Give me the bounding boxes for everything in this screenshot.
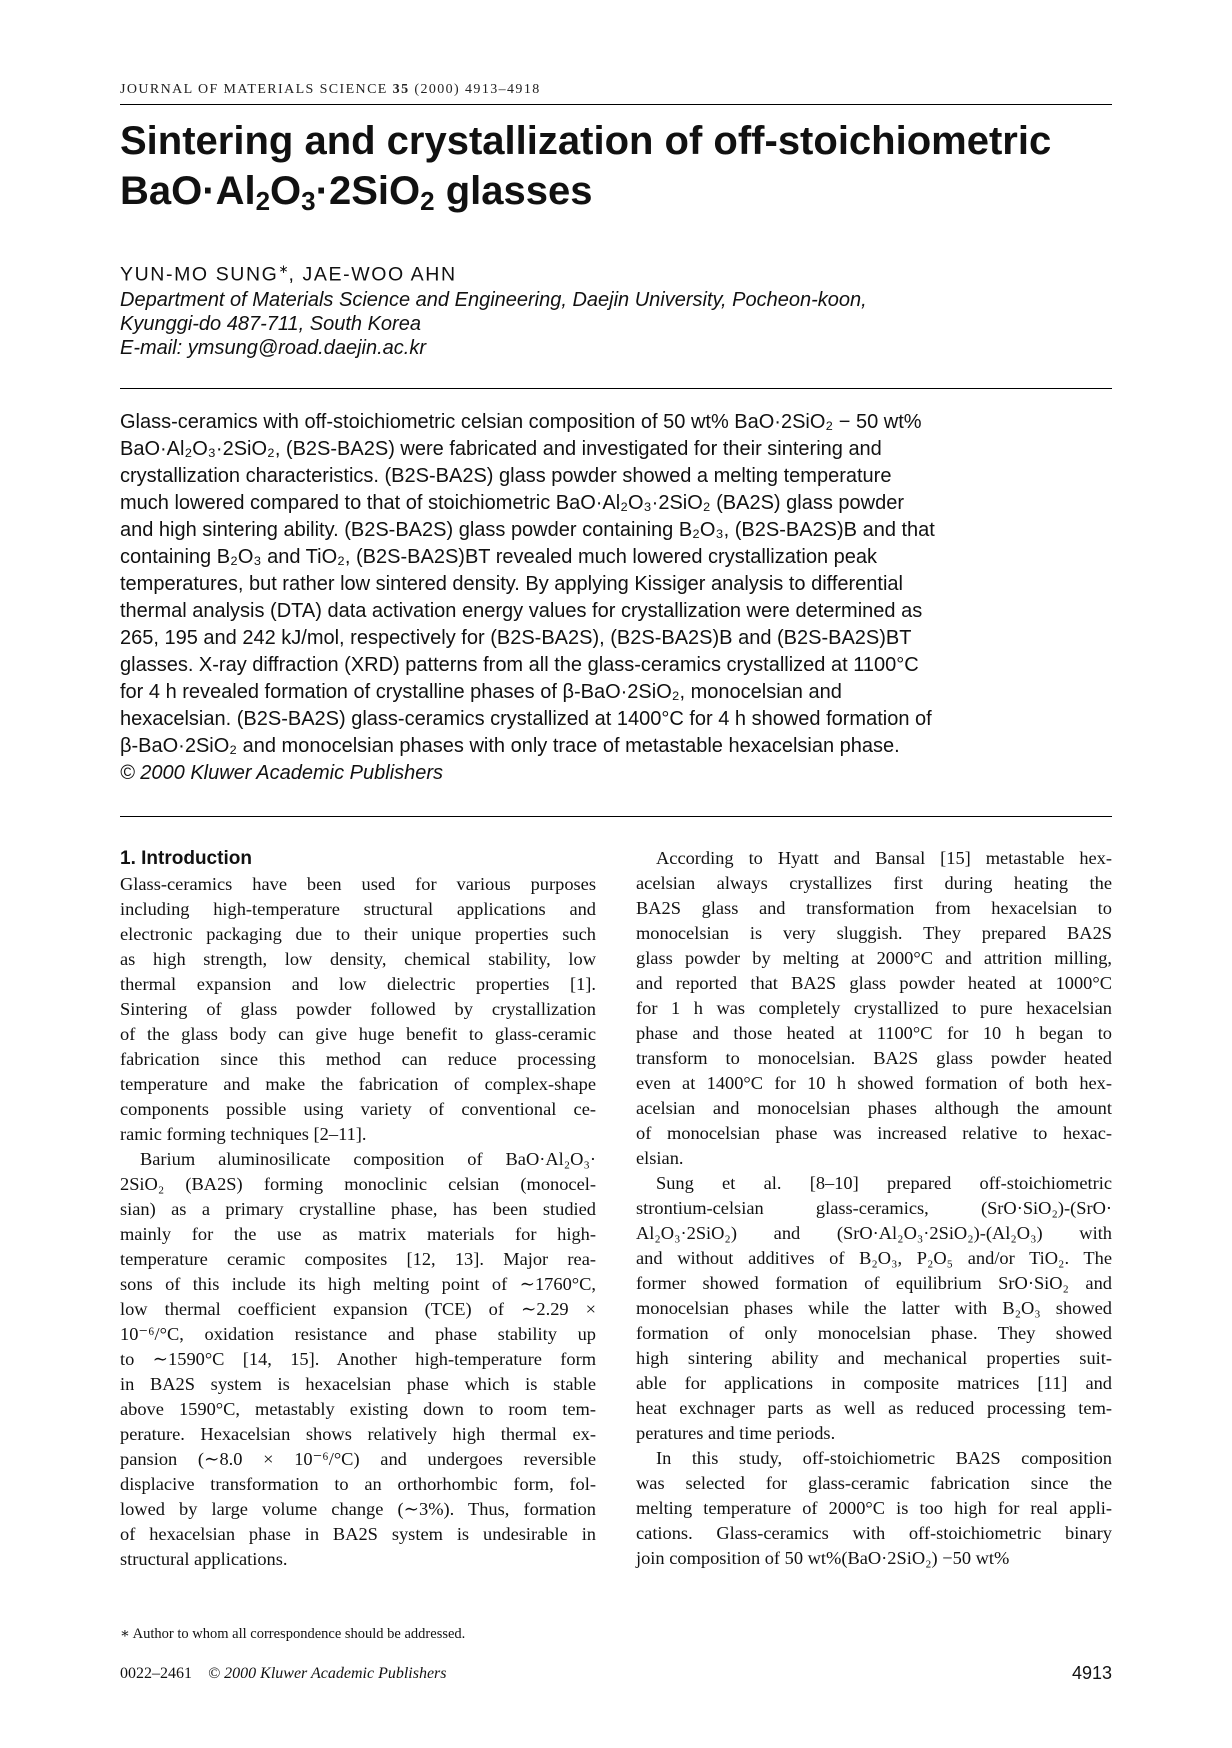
- body-text-line: monocelsian is very sluggish. They prepared BA2S: [636, 923, 1112, 943]
- abstract-line: much lowered compared to that of stoichiometric BaO·Al₂O₃·2SiO₂ (BA2S) glass powder: [120, 492, 904, 514]
- corresponding-author-mark: ∗: [278, 262, 289, 276]
- body-text-line: peratures and time periods.: [636, 1423, 836, 1443]
- author-email: E-mail: ymsung@road.daejin.ac.kr: [120, 337, 426, 359]
- body-text-line: able for applications in composite matrices [11] and: [636, 1373, 1112, 1393]
- right-column-text: [636, 846, 1112, 1571]
- abstract-line: Glass-ceramics with off-stoichiometric celsian composition of 50 wt% BaO·2SiO₂ − 50 wt%: [120, 411, 922, 433]
- body-text-line: ramic forming techniques [2–11].: [120, 1124, 367, 1144]
- body-text-line: 10⁻⁶/°C, oxidation resistance and phase stability up: [120, 1324, 596, 1344]
- body-text-line: mainly for the use as matrix materials for high-: [120, 1224, 596, 1244]
- body-text-line: components possible using variety of conventional ce-: [120, 1099, 596, 1119]
- abstract-line: glasses. X-ray diffraction (XRD) patterns from all the glass-ceramics crystallized at 1100°C: [120, 654, 919, 676]
- body-column-right: [636, 846, 1112, 1571]
- body-text-line: fabrication since this method can reduce processing: [120, 1049, 596, 1069]
- abstract-line: containing B₂O₃ and TiO₂, (B2S-BA2S)BT revealed much lowered crystallization peak: [120, 546, 877, 568]
- body-text-line: low thermal coefficient expansion (TCE) of ∼2.29 ×: [120, 1299, 596, 1319]
- abstract-bottom-rule: [120, 816, 1112, 817]
- abstract-line: crystallization characteristics. (B2S-BA2S) glass powder showed a melting temperature: [120, 465, 892, 487]
- body-text-line: and without additives of B₂O₃, P₂O₅ and/or TiO₂. The: [636, 1248, 1112, 1268]
- abstract-top-rule: [120, 388, 1112, 389]
- body-text-line: even at 1400°C for 10 h showed formation of both hex-: [636, 1073, 1112, 1093]
- body-text-line: Barium aluminosilicate composition of BaO·Al₂O₃·: [140, 1149, 596, 1169]
- header-rule: [120, 104, 1112, 105]
- page-number: 4913: [1071, 1663, 1112, 1683]
- body-text-line: for 1 h was completely crystallized to pure hexacelsian: [636, 998, 1112, 1018]
- abstract-line: BaO·Al₂O₃·2SiO₂, (B2S-BA2S) were fabricated and investigated for their sintering and: [120, 438, 882, 460]
- body-text-line: high sintering ability and mechanical properties suit-: [636, 1348, 1112, 1368]
- body-text-line: perature. Hexacelsian shows relatively high thermal ex-: [120, 1424, 596, 1444]
- journal-volume: 35: [392, 82, 410, 97]
- footer-copyright: © 2000 Kluwer Academic Publishers: [208, 1665, 447, 1682]
- body-text-line: structural applications.: [120, 1549, 288, 1569]
- body-text-line: Al₂O₃·2SiO₂) and (SrO·Al₂O₃·2SiO₂)-(Al₂O₃) with: [636, 1223, 1112, 1243]
- journal-year-pages: (2000) 4913–4918: [414, 82, 541, 97]
- abstract-line: temperatures, but rather low sintered density. By applying Kissiger analysis to differential: [120, 573, 903, 595]
- body-text-line: former showed formation of equilibrium SrO·SiO₂ and: [636, 1273, 1112, 1293]
- article-page: [120, 0, 1112, 1748]
- affiliation-line-2: Kyunggi-do 487-711, South Korea: [120, 313, 421, 335]
- body-text-line: above 1590°C, metastably existing down to room tem-: [120, 1399, 596, 1419]
- abstract-line: and high sintering ability. (B2S-BA2S) glass powder containing B₂O₃, (B2S-BA2S)B and that: [120, 519, 935, 541]
- body-text-line: lowed by large volume change (∼3%). Thus, formation: [120, 1499, 596, 1519]
- body-text-line: Glass-ceramics have been used for various purposes: [120, 874, 596, 894]
- body-text-line: sian) as a primary crystalline phase, has been studied: [120, 1199, 596, 1219]
- abstract-line: thermal analysis (DTA) data activation energy values for crystallization were determined as: [120, 600, 923, 622]
- body-text-line: was selected for glass-ceramic fabrication since the: [636, 1473, 1112, 1493]
- body-text-line: temperature and make the fabrication of complex-shape: [120, 1074, 596, 1094]
- body-text-line: thermal expansion and low dielectric properties [1].: [120, 974, 596, 994]
- body-text-line: formation of only monocelsian phase. They showed: [636, 1323, 1112, 1343]
- body-text-line: melting temperature of 2000°C is too high for real appli-: [636, 1498, 1112, 1518]
- body-column-left: [120, 846, 596, 1572]
- body-text-line: cations. Glass-ceramics with off-stoichiometric binary: [636, 1523, 1112, 1543]
- body-text-line: strontium-celsian glass-ceramics, (SrO·SiO₂)-(SrO·: [636, 1198, 1112, 1218]
- body-text-line: including high-temperature structural applications and: [120, 899, 596, 919]
- body-text-line: According to Hyatt and Bansal [15] metastable hex-: [656, 848, 1112, 868]
- body-text-line: Sung et al. [8–10] prepared off-stoichiometric: [656, 1173, 1112, 1193]
- body-text-line: heat exchnager parts as well as reduced processing tem-: [636, 1398, 1112, 1418]
- footer-issn: [120, 1665, 447, 1683]
- body-text-line: of monocelsian phase was increased relative to hexac-: [636, 1123, 1112, 1143]
- affiliation-block: [120, 288, 1112, 360]
- title-line-2: $BaO\cdot Al_2O_3\cdot 2SiO_2$ glasses: [120, 169, 593, 216]
- body-text-line: glass powder by melting at 2000°C and attrition milling,: [636, 948, 1112, 968]
- body-text-line: acelsian and monocelsian phases although the amount: [636, 1098, 1112, 1118]
- body-text-line: to ∼1590°C [14, 15]. Another high-temperature form: [120, 1349, 596, 1369]
- body-text-line: and reported that BA2S glass powder heated at 1000°C: [636, 973, 1112, 993]
- abstract-line: β-BaO·2SiO₂ and monocelsian phases with only trace of metastable hexacelsian phase.: [120, 735, 900, 757]
- affiliation-line-1: Department of Materials Science and Engineering, Daejin University, Pocheon-koon,: [120, 289, 867, 311]
- body-text-line: pansion (∼8.0 × 10⁻⁶/°C) and undergoes reversible: [120, 1449, 596, 1469]
- body-text-line: electronic packaging due to their unique properties such: [120, 924, 596, 944]
- body-text-line: displacive transformation to an orthorhombic form, fol-: [120, 1474, 596, 1494]
- abstract: [120, 409, 1112, 787]
- body-text-line: of hexacelsian phase in BA2S system is undesirable in: [120, 1524, 596, 1544]
- body-text-line: temperature ceramic composites [12, 13]. Major rea-: [120, 1249, 596, 1269]
- body-text-line: BA2S glass and transformation from hexacelsian to: [636, 898, 1112, 918]
- body-text-line: transform to monocelsian. BA2S glass powder heated: [636, 1048, 1112, 1068]
- author-list: YUN-MO SUNG∗, JAE-WOO AHN: [120, 262, 457, 286]
- body-text-line: acelsian always crystallizes first during heating the: [636, 873, 1112, 893]
- body-text-line: of the glass body can give huge benefit to glass-ceramic: [120, 1024, 596, 1044]
- title-line-1: Sintering and crystallization of off-stoichiometric: [120, 119, 1052, 163]
- abstract-line: 265, 195 and 242 kJ/mol, respectively for (B2S-BA2S), (B2S-BA2S)B and (B2S-BA2S)BT: [120, 627, 912, 649]
- abstract-copyright: © 2000 Kluwer Academic Publishers: [120, 762, 444, 784]
- footer-code: 0022–2461: [120, 1665, 192, 1682]
- footnote: ∗ Author to whom all correspondence should be addressed.: [120, 1626, 466, 1642]
- body-text-line: elsian.: [636, 1148, 684, 1168]
- article-title: [120, 116, 1112, 216]
- body-text-line: as high strength, low density, chemical stability, low: [120, 949, 596, 969]
- abstract-line: hexacelsian. (B2S-BA2S) glass-ceramics crystallized at 1400°C for 4 h showed formation of: [120, 708, 932, 730]
- section-heading-introduction: 1. Introduction: [120, 848, 252, 869]
- body-text-line: 2SiO₂ (BA2S) forming monoclinic celsian (monocel-: [120, 1174, 596, 1194]
- left-column-text: [120, 872, 596, 1572]
- journal-name: JOURNAL OF MATERIALS SCIENCE: [120, 82, 388, 97]
- abstract-line: for 4 h revealed formation of crystalline phases of β-BaO·2SiO₂, monocelsian and: [120, 681, 842, 703]
- journal-running-header: [120, 82, 1112, 98]
- body-text-line: monocelsian phases while the latter with B₂O₃ showed: [636, 1298, 1112, 1318]
- body-text-line: sons of this include its high melting point of ∼1760°C,: [120, 1274, 596, 1294]
- body-text-line: in BA2S system is hexacelsian phase which is stable: [120, 1374, 596, 1394]
- body-text-line: In this study, off-stoichiometric BA2S composition: [656, 1448, 1112, 1468]
- body-text-line: join composition of 50 wt%(BaO·2SiO₂) −50 wt%: [636, 1548, 1010, 1568]
- body-text-line: Sintering of glass powder followed by crystallization: [120, 999, 596, 1019]
- body-text-line: phase and those heated at 1100°C for 10 h began to: [636, 1023, 1112, 1043]
